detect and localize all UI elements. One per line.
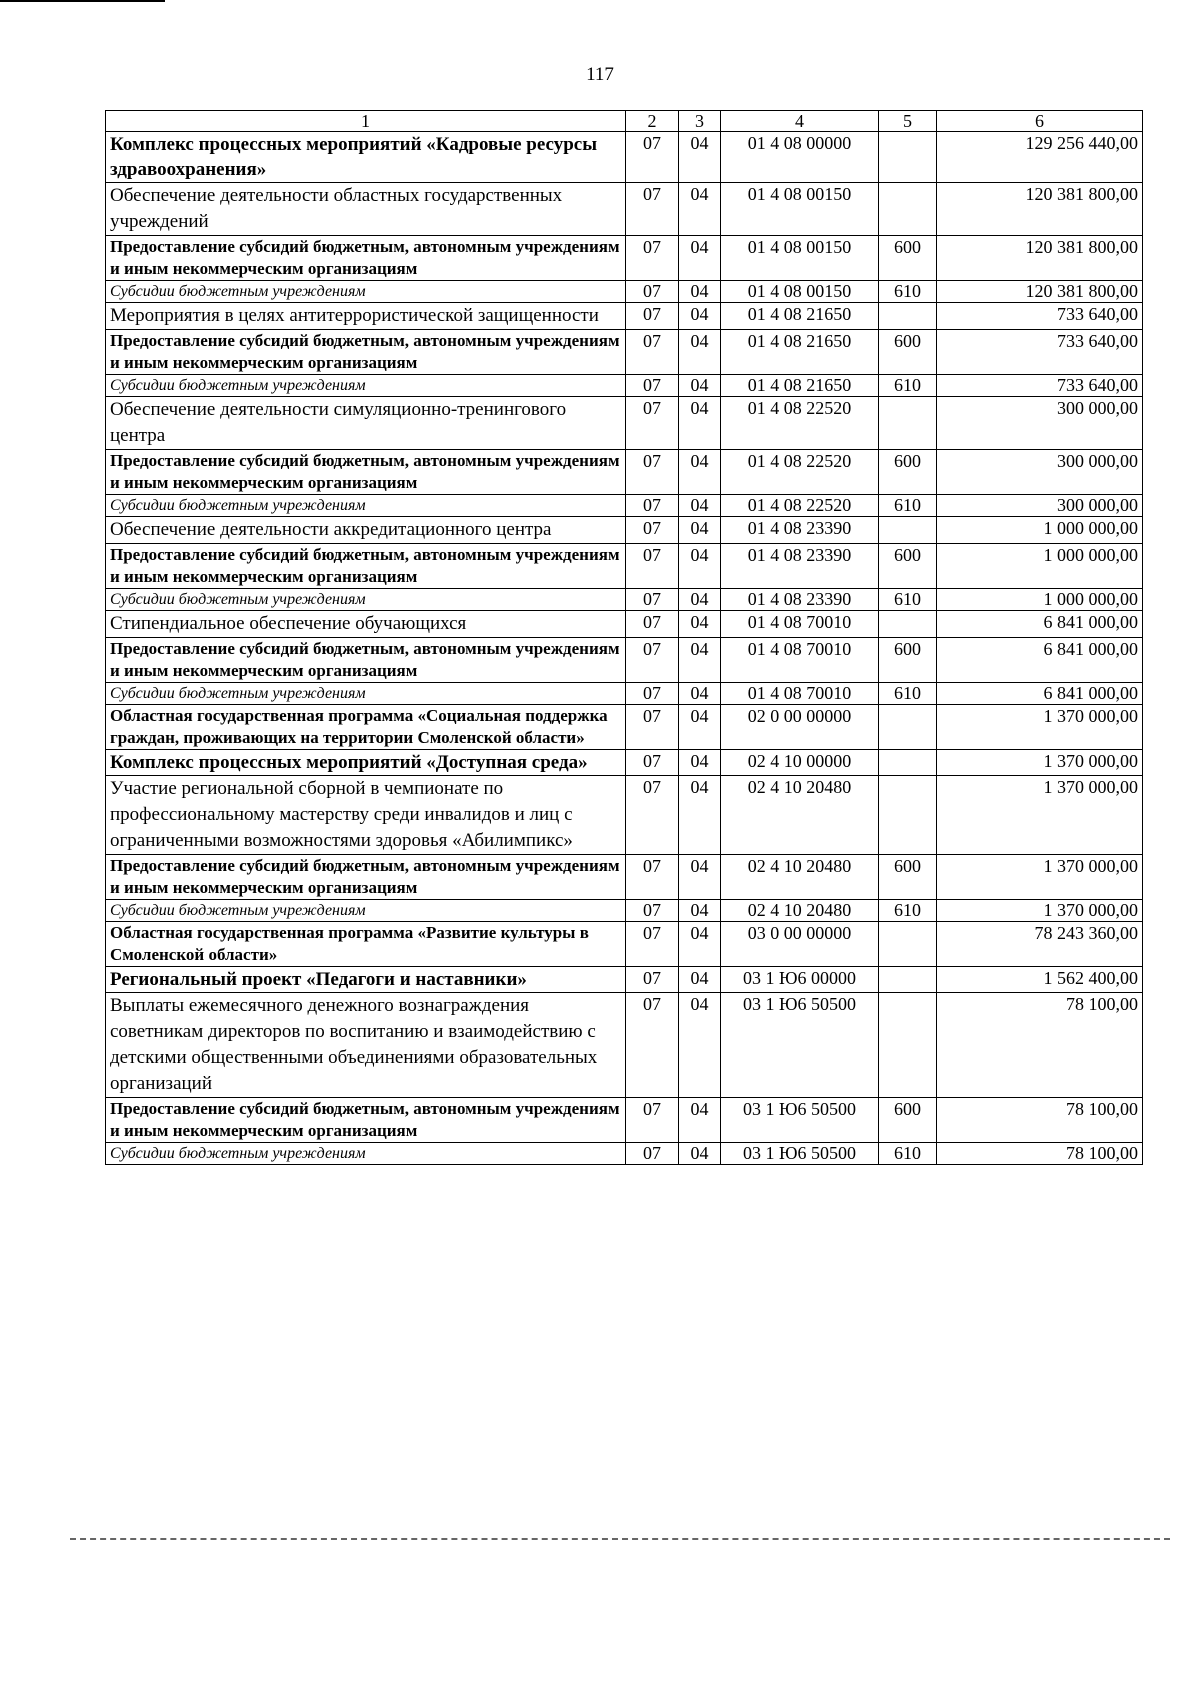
section-code: 07 — [626, 776, 679, 855]
amount: 6 841 000,00 — [937, 611, 1143, 638]
amount: 78 100,00 — [937, 1098, 1143, 1143]
section-code: 07 — [626, 517, 679, 544]
section-code: 07 — [626, 750, 679, 776]
expense-type-code: 600 — [879, 544, 937, 589]
table-row — [106, 638, 1143, 683]
expense-type-code: 610 — [879, 495, 937, 517]
row-description: Выплаты ежемесячного денежного вознаграждения советникам директоров по воспитанию и взаимодействию с детскими общественными объединениями образовательных организаций — [106, 993, 626, 1098]
target-article-code: 01 4 08 70010 — [721, 683, 879, 705]
section-code: 07 — [626, 495, 679, 517]
table-row — [106, 776, 1143, 855]
amount: 120 381 800,00 — [937, 183, 1143, 236]
amount: 129 256 440,00 — [937, 132, 1143, 183]
row-description: Субсидии бюджетным учреждениям — [106, 1143, 626, 1165]
subsection-code: 04 — [679, 922, 721, 967]
expense-type-code — [879, 517, 937, 544]
section-code: 07 — [626, 589, 679, 611]
subsection-code: 04 — [679, 303, 721, 330]
subsection-code: 04 — [679, 236, 721, 281]
subsection-code: 04 — [679, 544, 721, 589]
subsection-code: 04 — [679, 1098, 721, 1143]
expense-type-code: 610 — [879, 281, 937, 303]
table-row — [106, 705, 1143, 750]
amount: 1 370 000,00 — [937, 750, 1143, 776]
amount: 120 381 800,00 — [937, 281, 1143, 303]
amount: 78 100,00 — [937, 993, 1143, 1098]
section-code: 07 — [626, 1098, 679, 1143]
section-code: 07 — [626, 544, 679, 589]
target-article-code: 01 4 08 70010 — [721, 638, 879, 683]
table-row — [106, 900, 1143, 922]
subsection-code: 04 — [679, 638, 721, 683]
target-article-code: 03 1 Ю6 50500 — [721, 1098, 879, 1143]
section-code: 07 — [626, 611, 679, 638]
amount: 1 370 000,00 — [937, 776, 1143, 855]
row-description: Областная государственная программа «Социальная поддержка граждан, проживающих на территории Смоленской области» — [106, 705, 626, 750]
amount: 78 243 360,00 — [937, 922, 1143, 967]
target-article-code: 02 4 10 20480 — [721, 900, 879, 922]
section-code: 07 — [626, 375, 679, 397]
target-article-code: 03 1 Ю6 00000 — [721, 967, 879, 993]
target-article-code: 03 1 Ю6 50500 — [721, 1143, 879, 1165]
subsection-code: 04 — [679, 375, 721, 397]
amount: 733 640,00 — [937, 330, 1143, 375]
table-row — [106, 611, 1143, 638]
row-description: Предоставление субсидий бюджетным, автономным учреждениям и иным некоммерческим организациям — [106, 638, 626, 683]
row-description: Предоставление субсидий бюджетным, автономным учреждениям и иным некоммерческим организациям — [106, 236, 626, 281]
section-code: 07 — [626, 281, 679, 303]
expense-type-code — [879, 922, 937, 967]
expense-type-code — [879, 705, 937, 750]
expense-type-code: 600 — [879, 236, 937, 281]
subsection-code: 04 — [679, 183, 721, 236]
table-row — [106, 236, 1143, 281]
subsection-code: 04 — [679, 589, 721, 611]
target-article-code: 01 4 08 23390 — [721, 589, 879, 611]
amount: 120 381 800,00 — [937, 236, 1143, 281]
amount: 6 841 000,00 — [937, 683, 1143, 705]
subsection-code: 04 — [679, 683, 721, 705]
expense-type-code: 610 — [879, 900, 937, 922]
expense-type-code — [879, 132, 937, 183]
amount: 1 000 000,00 — [937, 589, 1143, 611]
section-code: 07 — [626, 855, 679, 900]
amount: 300 000,00 — [937, 495, 1143, 517]
amount: 1 370 000,00 — [937, 900, 1143, 922]
row-description: Мероприятия в целях антитеррористической защищенности — [106, 303, 626, 330]
target-article-code: 01 4 08 21650 — [721, 330, 879, 375]
target-article-code: 01 4 08 21650 — [721, 303, 879, 330]
table-row — [106, 683, 1143, 705]
table-row — [106, 397, 1143, 450]
subsection-code: 04 — [679, 993, 721, 1098]
target-article-code: 01 4 08 21650 — [721, 375, 879, 397]
row-description: Обеспечение деятельности областных государственных учреждений — [106, 183, 626, 236]
expense-type-code: 600 — [879, 1098, 937, 1143]
target-article-code: 01 4 08 00150 — [721, 236, 879, 281]
target-article-code: 01 4 08 22520 — [721, 450, 879, 495]
section-code: 07 — [626, 183, 679, 236]
subsection-code: 04 — [679, 1143, 721, 1165]
column-header: 1 — [106, 111, 626, 132]
expense-type-code — [879, 750, 937, 776]
row-description: Субсидии бюджетным учреждениям — [106, 900, 626, 922]
table-row — [106, 750, 1143, 776]
subsection-code: 04 — [679, 750, 721, 776]
amount: 733 640,00 — [937, 303, 1143, 330]
expense-type-code: 600 — [879, 855, 937, 900]
row-description: Региональный проект «Педагоги и наставники» — [106, 967, 626, 993]
subsection-code: 04 — [679, 132, 721, 183]
target-article-code: 01 4 08 23390 — [721, 544, 879, 589]
table-row — [106, 967, 1143, 993]
row-description: Субсидии бюджетным учреждениям — [106, 589, 626, 611]
section-code: 07 — [626, 638, 679, 683]
target-article-code: 01 4 08 00000 — [721, 132, 879, 183]
column-header: 2 — [626, 111, 679, 132]
table-row — [106, 1143, 1143, 1165]
page-number: 117 — [586, 64, 614, 85]
expense-type-code — [879, 967, 937, 993]
row-description: Субсидии бюджетным учреждениям — [106, 375, 626, 397]
subsection-code: 04 — [679, 450, 721, 495]
table-row — [106, 375, 1143, 397]
subsection-code: 04 — [679, 900, 721, 922]
target-article-code: 02 4 10 20480 — [721, 855, 879, 900]
target-article-code: 01 4 08 00150 — [721, 281, 879, 303]
target-article-code: 02 4 10 00000 — [721, 750, 879, 776]
row-description: Областная государственная программа «Развитие культуры в Смоленской области» — [106, 922, 626, 967]
subsection-code: 04 — [679, 517, 721, 544]
row-description: Предоставление субсидий бюджетным, автономным учреждениям и иным некоммерческим организациям — [106, 450, 626, 495]
amount: 733 640,00 — [937, 375, 1143, 397]
target-article-code: 02 0 00 00000 — [721, 705, 879, 750]
subsection-code: 04 — [679, 611, 721, 638]
amount: 300 000,00 — [937, 397, 1143, 450]
section-code: 07 — [626, 132, 679, 183]
table-row — [106, 922, 1143, 967]
row-description: Обеспечение деятельности симуляционно-тренингового центра — [106, 397, 626, 450]
expense-type-code — [879, 611, 937, 638]
subsection-code: 04 — [679, 330, 721, 375]
row-description: Стипендиальное обеспечение обучающихся — [106, 611, 626, 638]
expense-type-code: 610 — [879, 589, 937, 611]
table-row — [106, 993, 1143, 1098]
column-header: 6 — [937, 111, 1143, 132]
expense-type-code: 610 — [879, 683, 937, 705]
section-code: 07 — [626, 993, 679, 1098]
table-row — [106, 183, 1143, 236]
table-row — [106, 544, 1143, 589]
table-row — [106, 495, 1143, 517]
expense-type-code — [879, 776, 937, 855]
row-description: Комплекс процессных мероприятий «Доступная среда» — [106, 750, 626, 776]
expense-type-code — [879, 303, 937, 330]
subsection-code: 04 — [679, 281, 721, 303]
section-code: 07 — [626, 922, 679, 967]
subsection-code: 04 — [679, 397, 721, 450]
column-header: 5 — [879, 111, 937, 132]
row-description: Субсидии бюджетным учреждениям — [106, 495, 626, 517]
expense-type-code: 610 — [879, 375, 937, 397]
expense-type-code — [879, 183, 937, 236]
section-code: 07 — [626, 1143, 679, 1165]
table-header-row — [106, 111, 1143, 132]
row-description: Субсидии бюджетным учреждениям — [106, 683, 626, 705]
section-code: 07 — [626, 450, 679, 495]
amount: 1 000 000,00 — [937, 517, 1143, 544]
amount: 78 100,00 — [937, 1143, 1143, 1165]
section-code: 07 — [626, 236, 679, 281]
row-description: Предоставление субсидий бюджетным, автономным учреждениям и иным некоммерческим организациям — [106, 544, 626, 589]
table-row — [106, 517, 1143, 544]
table-row — [106, 281, 1143, 303]
table-row — [106, 589, 1143, 611]
amount: 1 562 400,00 — [937, 967, 1143, 993]
section-code: 07 — [626, 683, 679, 705]
subsection-code: 04 — [679, 776, 721, 855]
expense-type-code: 600 — [879, 638, 937, 683]
table-row — [106, 450, 1143, 495]
expense-type-code — [879, 397, 937, 450]
section-code: 07 — [626, 397, 679, 450]
target-article-code: 01 4 08 00150 — [721, 183, 879, 236]
table-row — [106, 303, 1143, 330]
row-description: Субсидии бюджетным учреждениям — [106, 281, 626, 303]
amount: 1 000 000,00 — [937, 544, 1143, 589]
table-row — [106, 855, 1143, 900]
subsection-code: 04 — [679, 705, 721, 750]
section-code: 07 — [626, 967, 679, 993]
section-code: 07 — [626, 705, 679, 750]
section-code: 07 — [626, 900, 679, 922]
table-row — [106, 132, 1143, 183]
section-code: 07 — [626, 303, 679, 330]
row-description: Обеспечение деятельности аккредитационного центра — [106, 517, 626, 544]
amount: 300 000,00 — [937, 450, 1143, 495]
row-description: Комплекс процессных мероприятий «Кадровые ресурсы здравоохранения» — [106, 132, 626, 183]
table-body — [106, 132, 1143, 1165]
table-row — [106, 1098, 1143, 1143]
column-header: 4 — [721, 111, 879, 132]
row-description: Предоставление субсидий бюджетным, автономным учреждениям и иным некоммерческим организациям — [106, 855, 626, 900]
amount: 1 370 000,00 — [937, 855, 1143, 900]
expense-type-code — [879, 993, 937, 1098]
row-description: Предоставление субсидий бюджетным, автономным учреждениям и иным некоммерческим организациям — [106, 1098, 626, 1143]
target-article-code: 01 4 08 22520 — [721, 495, 879, 517]
expense-type-code: 600 — [879, 330, 937, 375]
row-description: Участие региональной сборной в чемпионате по профессиональному мастерству среди инвалидов и лиц с ограниченными возможностями здоровья «Абилимпикс» — [106, 776, 626, 855]
budget-table — [105, 110, 1143, 1165]
target-article-code: 01 4 08 22520 — [721, 397, 879, 450]
target-article-code: 02 4 10 20480 — [721, 776, 879, 855]
target-article-code: 03 1 Ю6 50500 — [721, 993, 879, 1098]
section-code: 07 — [626, 330, 679, 375]
target-article-code: 01 4 08 23390 — [721, 517, 879, 544]
target-article-code: 01 4 08 70010 — [721, 611, 879, 638]
amount: 6 841 000,00 — [937, 638, 1143, 683]
subsection-code: 04 — [679, 855, 721, 900]
target-article-code: 03 0 00 00000 — [721, 922, 879, 967]
table-row — [106, 330, 1143, 375]
expense-type-code: 610 — [879, 1143, 937, 1165]
column-header: 3 — [679, 111, 721, 132]
expense-type-code: 600 — [879, 450, 937, 495]
subsection-code: 04 — [679, 967, 721, 993]
amount: 1 370 000,00 — [937, 705, 1143, 750]
corner-rule — [0, 0, 165, 2]
row-description: Предоставление субсидий бюджетным, автономным учреждениям и иным некоммерческим организациям — [106, 330, 626, 375]
subsection-code: 04 — [679, 495, 721, 517]
bottom-dashed-line — [70, 1538, 1170, 1540]
